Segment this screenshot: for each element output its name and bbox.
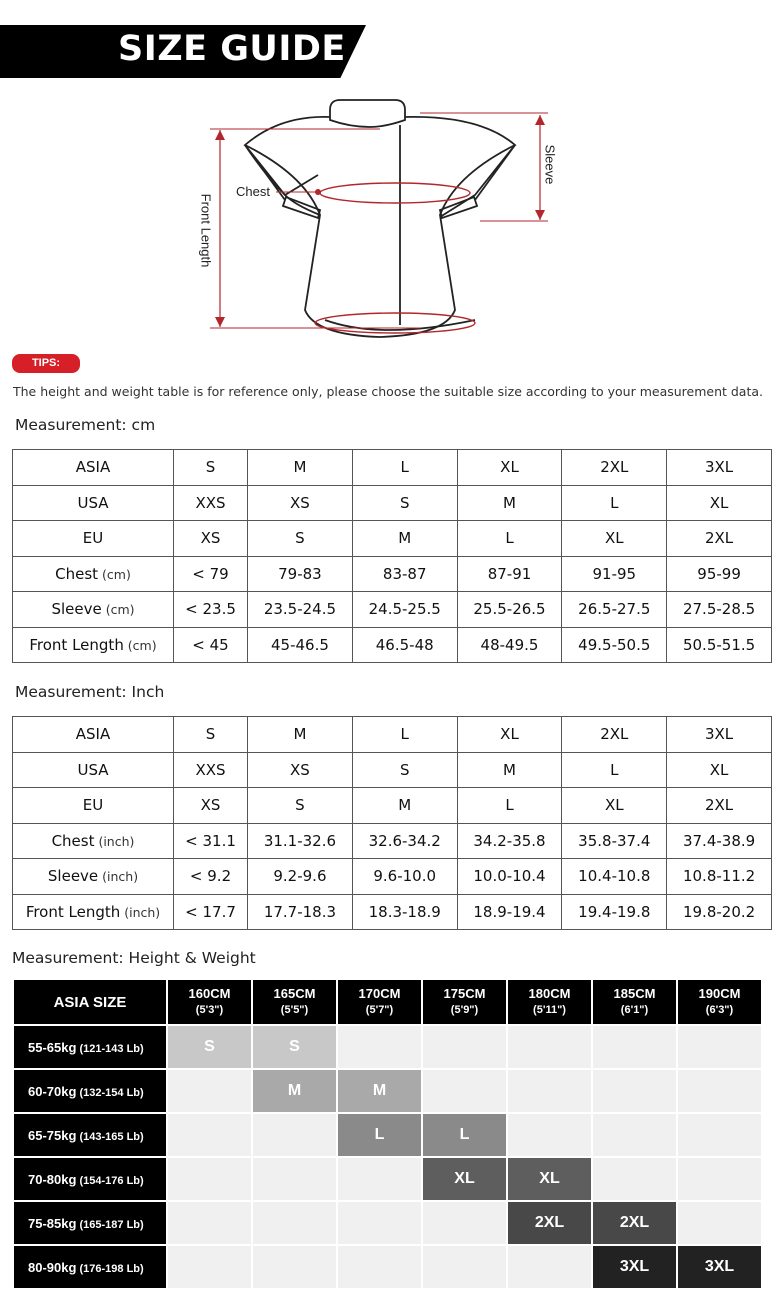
table-cell: M	[248, 450, 353, 486]
height-ft: (6'1")	[620, 1004, 649, 1016]
height-header	[168, 980, 251, 1024]
cm-size-table	[12, 449, 772, 663]
height-weight-table	[12, 980, 763, 1288]
table-cell: M	[457, 752, 562, 788]
empty-cell	[423, 1024, 506, 1068]
size-cell: XL	[508, 1156, 591, 1200]
weight-header	[14, 1068, 166, 1112]
table-cell: XS	[248, 752, 353, 788]
row-header	[13, 717, 174, 753]
row-header	[13, 627, 174, 663]
size-cell: 2XL	[508, 1200, 591, 1244]
table-cell: 79-83	[248, 556, 353, 592]
table-cell: 83-87	[352, 556, 457, 592]
row-label: EU	[82, 529, 104, 548]
empty-cell	[508, 1024, 591, 1068]
table-cell: L	[457, 521, 562, 557]
row-unit: (cm)	[101, 602, 135, 618]
table-cell: 35.8-37.4	[562, 823, 667, 859]
row-label: Sleeve	[47, 867, 99, 886]
size-cell: M	[253, 1068, 336, 1112]
size-cell: 3XL	[593, 1244, 676, 1288]
row-label: USA	[77, 493, 109, 512]
empty-cell	[253, 1156, 336, 1200]
row-header	[13, 485, 174, 521]
row-unit: (cm)	[98, 566, 131, 582]
table-cell: XL	[667, 752, 772, 788]
table-cell: 17.7-18.3	[248, 894, 353, 930]
hw-header-row	[14, 980, 761, 1024]
tips-badge: TIPS:	[12, 354, 80, 373]
table-cell: 19.8-20.2	[667, 894, 772, 930]
table-cell: 2XL	[667, 521, 772, 557]
weight-lb: (132-154 Lb)	[76, 1086, 144, 1099]
height-ft: (5'9")	[450, 1004, 479, 1016]
table-cell: L	[562, 752, 667, 788]
table-cell: 91-95	[562, 556, 667, 592]
table-cell: S	[248, 521, 353, 557]
table-row	[13, 592, 772, 628]
jersey-outline-icon	[180, 95, 560, 355]
table-cell: XXS	[174, 752, 248, 788]
table-cell: 10.0-10.4	[457, 859, 562, 895]
table-cell: 18.3-18.9	[352, 894, 457, 930]
empty-cell	[168, 1112, 251, 1156]
hw-section-title: Measurement: Height & Weight	[12, 949, 256, 967]
empty-cell	[593, 1024, 676, 1068]
table-cell: XL	[562, 788, 667, 824]
hw-row	[14, 1068, 761, 1112]
height-cm: 190CM	[698, 986, 741, 1001]
table-row	[13, 859, 772, 895]
height-ft: (5'7")	[365, 1004, 394, 1016]
table-cell: < 17.7	[174, 894, 248, 930]
size-cell: S	[168, 1024, 251, 1068]
size-cell: S	[253, 1024, 336, 1068]
table-cell: 31.1-32.6	[248, 823, 353, 859]
table-cell: XS	[174, 788, 248, 824]
empty-cell	[423, 1244, 506, 1288]
height-cm: 185CM	[613, 986, 656, 1001]
table-cell: M	[248, 717, 353, 753]
table-cell: 46.5-48	[352, 627, 457, 663]
table-cell: L	[352, 450, 457, 486]
weight-kg: 75-85kg	[28, 1215, 77, 1231]
weight-lb: (165-187 Lb)	[76, 1218, 144, 1231]
table-cell: S	[352, 485, 457, 521]
hw-row	[14, 1244, 761, 1288]
row-unit: (inch)	[94, 833, 135, 849]
weight-header	[14, 1112, 166, 1156]
weight-kg: 65-75kg	[28, 1127, 77, 1143]
weight-header	[14, 1024, 166, 1068]
row-header	[13, 859, 174, 895]
empty-cell	[168, 1200, 251, 1244]
size-cell: XL	[423, 1156, 506, 1200]
row-unit: (inch)	[120, 904, 161, 920]
table-row	[13, 521, 772, 557]
height-cm: 175CM	[443, 986, 486, 1001]
height-cm: 165CM	[273, 986, 316, 1001]
table-cell: XL	[457, 717, 562, 753]
height-header	[338, 980, 421, 1024]
tips-text: The height and weight table is for reference only, please choose the suitable size according to your measurement data.	[13, 384, 764, 399]
front-length-label: Front Length	[198, 193, 214, 268]
hw-row	[14, 1156, 761, 1200]
height-header	[253, 980, 336, 1024]
empty-cell	[678, 1024, 761, 1068]
table-cell: XL	[457, 450, 562, 486]
inch-section-title: Measurement: Inch	[15, 683, 165, 701]
row-label: ASIA	[75, 725, 111, 744]
table-cell: M	[352, 788, 457, 824]
weight-kg: 70-80kg	[28, 1171, 77, 1187]
jersey-diagram	[180, 95, 560, 355]
inch-size-table	[12, 716, 772, 930]
height-cm: 160CM	[188, 986, 231, 1001]
empty-cell	[678, 1112, 761, 1156]
row-label: Chest	[55, 564, 99, 583]
empty-cell	[508, 1244, 591, 1288]
row-header	[13, 450, 174, 486]
weight-kg: 55-65kg	[28, 1039, 77, 1055]
table-row	[13, 823, 772, 859]
empty-cell	[338, 1200, 421, 1244]
empty-cell	[338, 1024, 421, 1068]
empty-cell	[253, 1112, 336, 1156]
empty-cell	[678, 1156, 761, 1200]
size-cell: 2XL	[593, 1200, 676, 1244]
size-cell: L	[338, 1112, 421, 1156]
height-cm: 170CM	[358, 986, 401, 1001]
height-header	[678, 980, 761, 1024]
table-cell: L	[352, 717, 457, 753]
empty-cell	[593, 1112, 676, 1156]
weight-kg: 80-90kg	[28, 1259, 77, 1275]
weight-header	[14, 1156, 166, 1200]
table-cell: 95-99	[667, 556, 772, 592]
table-cell: 9.2-9.6	[248, 859, 353, 895]
chest-label: Chest	[236, 184, 270, 199]
table-cell: < 9.2	[174, 859, 248, 895]
row-label: Chest	[51, 831, 95, 850]
table-row	[13, 485, 772, 521]
empty-cell	[423, 1200, 506, 1244]
row-header	[13, 592, 174, 628]
empty-cell	[678, 1068, 761, 1112]
row-label: EU	[82, 796, 104, 815]
table-cell: S	[352, 752, 457, 788]
table-row	[13, 627, 772, 663]
table-row	[13, 556, 772, 592]
table-cell: 2XL	[562, 450, 667, 486]
height-header	[593, 980, 676, 1024]
weight-lb: (121-143 Lb)	[76, 1042, 144, 1055]
table-cell: XS	[248, 485, 353, 521]
empty-cell	[678, 1200, 761, 1244]
table-row	[13, 788, 772, 824]
table-cell: L	[562, 485, 667, 521]
table-cell: XXS	[174, 485, 248, 521]
weight-kg: 60-70kg	[28, 1083, 77, 1099]
table-cell: 34.2-35.8	[457, 823, 562, 859]
row-header	[13, 752, 174, 788]
empty-cell	[508, 1112, 591, 1156]
table-cell: 2XL	[562, 717, 667, 753]
table-cell: 3XL	[667, 450, 772, 486]
empty-cell	[168, 1156, 251, 1200]
table-cell: 37.4-38.9	[667, 823, 772, 859]
empty-cell	[593, 1156, 676, 1200]
table-row	[13, 450, 772, 486]
height-header	[423, 980, 506, 1024]
empty-cell	[338, 1244, 421, 1288]
weight-lb: (154-176 Lb)	[76, 1174, 144, 1187]
table-row	[13, 894, 772, 930]
table-cell: < 23.5	[174, 592, 248, 628]
table-cell: 19.4-19.8	[562, 894, 667, 930]
table-cell: M	[352, 521, 457, 557]
table-cell: 3XL	[667, 717, 772, 753]
height-cm: 180CM	[528, 986, 571, 1001]
table-cell: M	[457, 485, 562, 521]
row-header	[13, 894, 174, 930]
table-cell: < 31.1	[174, 823, 248, 859]
table-cell: 50.5-51.5	[667, 627, 772, 663]
table-cell: S	[248, 788, 353, 824]
empty-cell	[593, 1068, 676, 1112]
table-cell: L	[457, 788, 562, 824]
row-label: ASIA	[75, 458, 111, 477]
empty-cell	[253, 1244, 336, 1288]
table-cell: XL	[667, 485, 772, 521]
empty-cell	[423, 1068, 506, 1112]
size-cell: M	[338, 1068, 421, 1112]
table-cell: 87-91	[457, 556, 562, 592]
table-cell: 9.6-10.0	[352, 859, 457, 895]
table-cell: 18.9-19.4	[457, 894, 562, 930]
table-cell: 45-46.5	[248, 627, 353, 663]
table-row	[13, 717, 772, 753]
empty-cell	[338, 1156, 421, 1200]
size-cell: L	[423, 1112, 506, 1156]
empty-cell	[168, 1244, 251, 1288]
sleeve-label: Sleeve	[542, 144, 558, 185]
hw-row	[14, 1024, 761, 1068]
weight-header	[14, 1244, 166, 1288]
table-cell: 27.5-28.5	[667, 592, 772, 628]
row-unit: (inch)	[98, 869, 139, 885]
height-header	[508, 980, 591, 1024]
table-cell: XS	[174, 521, 248, 557]
table-cell: < 45	[174, 627, 248, 663]
asia-size-header: ASIA SIZE	[14, 980, 166, 1024]
row-label: Front Length	[25, 902, 121, 921]
height-ft: (5'5")	[280, 1004, 309, 1016]
table-cell: 10.8-11.2	[667, 859, 772, 895]
height-ft: (5'11")	[533, 1004, 566, 1016]
empty-cell	[168, 1068, 251, 1112]
table-cell: 49.5-50.5	[562, 627, 667, 663]
table-cell: XL	[562, 521, 667, 557]
row-header	[13, 788, 174, 824]
page-title: SIZE GUIDE	[118, 29, 346, 69]
table-cell: 2XL	[667, 788, 772, 824]
table-cell: S	[174, 717, 248, 753]
row-header	[13, 521, 174, 557]
table-row	[13, 752, 772, 788]
table-cell: < 79	[174, 556, 248, 592]
table-cell: 10.4-10.8	[562, 859, 667, 895]
row-unit: (cm)	[123, 637, 157, 653]
table-cell: 24.5-25.5	[352, 592, 457, 628]
height-ft: (5'3")	[195, 1004, 224, 1016]
table-cell: 25.5-26.5	[457, 592, 562, 628]
empty-cell	[508, 1068, 591, 1112]
hw-row	[14, 1112, 761, 1156]
table-cell: 48-49.5	[457, 627, 562, 663]
height-ft: (6'3")	[705, 1004, 734, 1016]
row-header	[13, 823, 174, 859]
empty-cell	[253, 1200, 336, 1244]
weight-lb: (143-165 Lb)	[76, 1130, 144, 1143]
row-label: USA	[77, 760, 109, 779]
table-cell: S	[174, 450, 248, 486]
size-cell: 3XL	[678, 1244, 761, 1288]
row-header	[13, 556, 174, 592]
row-label: Sleeve	[51, 600, 102, 619]
table-cell: 23.5-24.5	[248, 592, 353, 628]
weight-header	[14, 1200, 166, 1244]
hw-row	[14, 1200, 761, 1244]
row-label: Front Length	[29, 635, 124, 654]
weight-lb: (176-198 Lb)	[76, 1262, 144, 1275]
table-cell: 32.6-34.2	[352, 823, 457, 859]
cm-section-title: Measurement: cm	[15, 416, 156, 434]
table-cell: 26.5-27.5	[562, 592, 667, 628]
